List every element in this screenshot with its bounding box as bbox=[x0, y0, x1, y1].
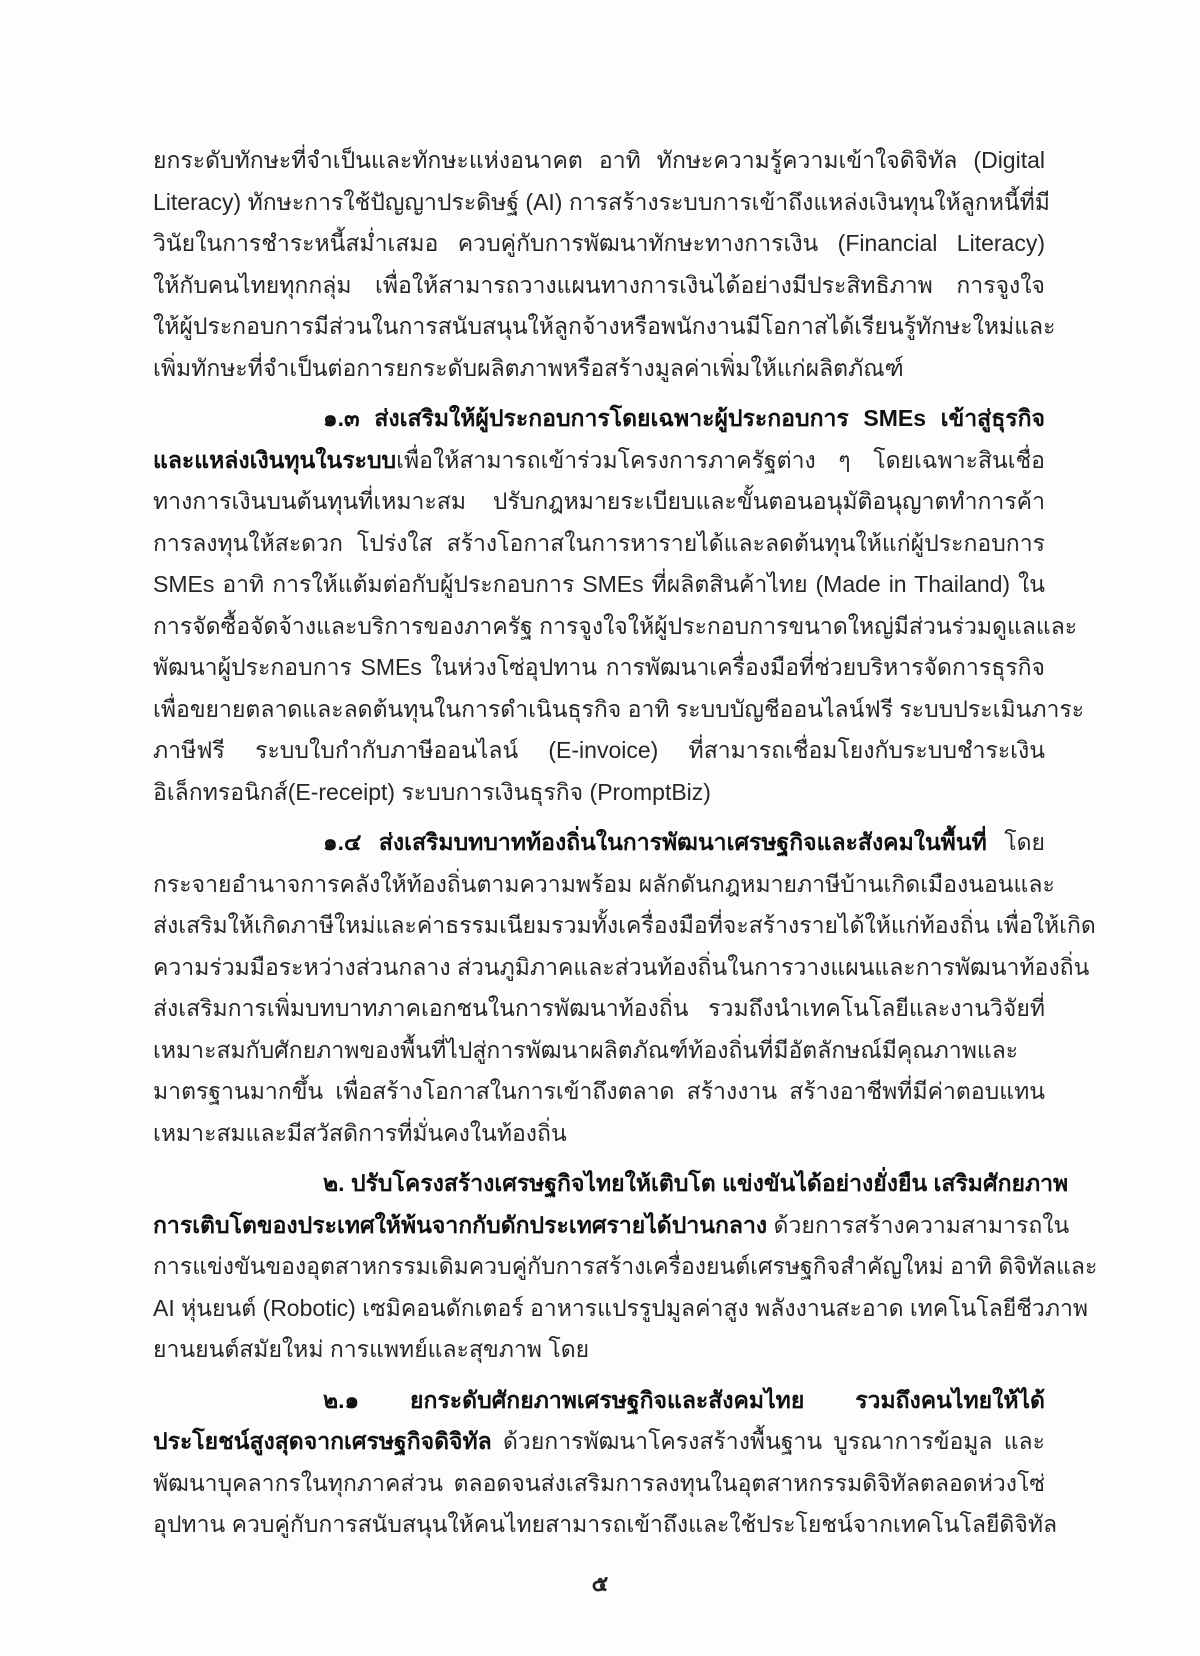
body-text: SMEs อาทิ การให้แต้มต่อกับผู้ประกอบการ SMEs ที่ผลิตสินค้าไทย (Made in Thailand) ใน bbox=[153, 571, 1045, 597]
text-line bbox=[153, 606, 1078, 648]
bold-heading-text: ๒.๑ ยกระดับศักยภาพเศรษฐกิจและสังคมไทย รวมถึงคนไทยให้ได้ bbox=[323, 1386, 1045, 1413]
text-line bbox=[153, 1421, 1045, 1463]
body-text: ภาษีฟรี ระบบใบกำกับภาษีออนไลน์ (E-invoice) ที่สามารถเชื่อมโยงกับระบบชำระเงิน bbox=[153, 737, 1045, 763]
paragraph-section-2-1 bbox=[153, 1380, 1058, 1546]
body-text: พัฒนาบุคลากรในทุกภาคส่วน ตลอดจนส่งเสริมการลงทุนในอุตสาหกรรมดิจิทัลตลอดห่วงโซ่ bbox=[153, 1469, 1045, 1496]
bold-heading-text: ๑.๔ ส่งเสริมบทบาทท้องถิ่นในการพัฒนาเศรษฐกิจและสังคมในพื้นที่ bbox=[323, 829, 987, 855]
text-line bbox=[153, 1030, 1045, 1072]
text-line bbox=[153, 822, 1045, 864]
text-line bbox=[153, 223, 1045, 265]
body-text: เหมาะสมและมีสวัสดิการที่มั่นคงในท้องถิ่น bbox=[153, 1119, 567, 1146]
paragraph-skills bbox=[153, 140, 1056, 389]
bold-heading-text: ๒. ปรับโครงสร้างเศรษฐกิจไทยให้เติบโต แข่งขันได้อย่างยั่งยืน เสริมศักยภาพ bbox=[323, 1170, 1069, 1196]
text-line bbox=[153, 1380, 1045, 1422]
body-text: ความร่วมมือระหว่างส่วนกลาง ส่วนภูมิภาคและส่วนท้องถิ่นในการวางแผนและการพัฒนาท้องถิ่น bbox=[153, 953, 1090, 980]
text-line bbox=[153, 730, 1045, 772]
body-text: ด้วยการพัฒนาโครงสร้างพื้นฐาน บูรณาการข้อมูล และ bbox=[491, 1428, 1045, 1454]
text-line bbox=[153, 481, 1045, 523]
text-line bbox=[153, 523, 1045, 565]
text-line bbox=[153, 306, 1056, 348]
text-line bbox=[153, 1163, 1069, 1205]
text-line bbox=[153, 265, 1045, 307]
body-text: โดย bbox=[986, 829, 1045, 855]
text-line bbox=[153, 564, 1045, 606]
body-text: พัฒนาผู้ประกอบการ SMEs ในห่วงโซ่อุปทาน การพัฒนาเครื่องมือที่ช่วยบริหารจัดการธุรกิจ bbox=[153, 654, 1045, 680]
text-line bbox=[153, 1071, 1045, 1113]
text-line bbox=[153, 398, 1045, 440]
body-text: การลงทุนให้สะดวก โปร่งใส สร้างโอกาสในการหารายได้และลดต้นทุนให้แก่ผู้ประกอบการ bbox=[153, 529, 1045, 556]
text-line bbox=[153, 348, 1045, 390]
body-text: เหมาะสมกับศักยภาพของพื้นที่ไปสู่การพัฒนาผลิตภัณฑ์ท้องถิ่นที่มีอัตลักษณ์มีคุณภาพและ bbox=[153, 1036, 1019, 1063]
body-text: ด้วยการสร้างความสามารถใน bbox=[767, 1211, 1070, 1238]
text-line bbox=[153, 988, 1045, 1030]
body-text: ยกระดับทักษะที่จำเป็นและทักษะแห่งอนาคต อาทิ ทักษะความรู้ความเข้าใจดิจิทัล (Digital bbox=[153, 147, 1045, 173]
body-text: เพื่อให้สามารถเข้าร่วมโครงการภาครัฐต่าง ๆ โดยเฉพาะสินเชื่อ bbox=[396, 446, 1045, 473]
bold-heading-text: ๑.๓ ส่งเสริมให้ผู้ประกอบการโดยเฉพาะผู้ประกอบการ SMEs เข้าสู่ธุรกิจ bbox=[323, 405, 1045, 431]
body-text: ส่งเสริมให้เกิดภาษีใหม่และค่าธรรมเนียมรวมทั้งเครื่องมือที่จะสร้างรายได้ให้แก่ท้องถิ่น เพื่อให้เกิด bbox=[153, 912, 1096, 938]
text-line bbox=[153, 772, 1045, 814]
text-line bbox=[153, 182, 1050, 224]
bold-heading-text: การเติบโตของประเทศให้พ้นจากกับดักประเทศรายได้ปานกลาง bbox=[153, 1211, 768, 1238]
text-line bbox=[153, 864, 1055, 906]
paragraph-section-1-3 bbox=[153, 398, 1085, 813]
text-line bbox=[153, 140, 1045, 182]
paragraph-section-2 bbox=[153, 1163, 1098, 1371]
text-line bbox=[153, 1329, 1045, 1371]
document-body bbox=[153, 140, 1098, 1555]
text-line bbox=[153, 1205, 1070, 1247]
body-text: อิเล็กทรอนิกส์(E-receipt) ระบบการเงินธุรกิจ (PromptBiz) bbox=[153, 778, 711, 805]
body-text: ส่งเสริมการเพิ่มบทบาทภาคเอกชนในการพัฒนาท้องถิ่น รวมถึงนำเทคโนโลยีและงานวิจัยที่ bbox=[153, 995, 1045, 1021]
text-line bbox=[153, 1504, 1058, 1546]
body-text: เพิ่มทักษะที่จำเป็นต่อการยกระดับผลิตภาพหรือสร้างมูลค่าเพิ่มให้แก่ผลิตภัณฑ์ bbox=[153, 354, 904, 381]
page-number: ๕ bbox=[591, 1571, 609, 1596]
text-line bbox=[153, 1463, 1045, 1505]
text-line bbox=[153, 689, 1085, 731]
body-text: ให้ผู้ประกอบการมีส่วนในการสนับสนุนให้ลูกจ้างหรือพนักงานมีโอกาสได้เรียนรู้ทักษะใหม่และ bbox=[153, 313, 1056, 339]
body-text: มาตรฐานมากขึ้น เพื่อสร้างโอกาสในการเข้าถึงตลาด สร้างงาน สร้างอาชีพที่มีค่าตอบแทน bbox=[153, 1078, 1045, 1104]
body-text: Literacy) ทักษะการใช้ปัญญาประดิษฐ์ (AI) การสร้างระบบการเข้าถึงแหล่งเงินทุนให้ลูกหนี้ที่มี bbox=[153, 188, 1050, 215]
body-text: กระจายอำนาจการคลังให้ท้องถิ่นตามความพร้อม ผลักดันกฎหมายภาษีบ้านเกิดเมืองนอนและ bbox=[153, 870, 1055, 897]
text-line bbox=[153, 947, 1090, 989]
paragraph-section-1-4 bbox=[153, 822, 1096, 1154]
text-line bbox=[153, 1288, 1089, 1330]
text-line bbox=[153, 1246, 1098, 1288]
bold-heading-text: และแหล่งเงินทุนในระบบ bbox=[153, 446, 397, 473]
body-text: ให้กับคนไทยทุกกลุ่ม เพื่อให้สามารถวางแผนทางการเงินได้อย่างมีประสิทธิภาพ การจูงใจ bbox=[153, 271, 1045, 298]
text-line bbox=[153, 647, 1045, 689]
body-text: การแข่งขันของอุตสาหกรรมเดิมควบคู่กับการสร้างเครื่องยนต์เศรษฐกิจสำคัญใหม่ อาทิ ดิจิทัลและ bbox=[153, 1253, 1098, 1279]
body-text: วินัยในการชำระหนี้สม่ำเสมอ ควบคู่กับการพัฒนาทักษะทางการเงิน (Financial Literacy) bbox=[153, 230, 1045, 256]
body-text: เพื่อขยายตลาดและลดต้นทุนในการดำเนินธุรกิจ อาทิ ระบบบัญชีออนไลน์ฟรี ระบบประเมินภาระ bbox=[153, 695, 1085, 722]
bold-heading-text: ประโยชน์สูงสุดจากเศรษฐกิจดิจิทัล bbox=[153, 1428, 492, 1454]
text-line bbox=[153, 905, 1096, 947]
body-text: อุปทาน ควบคู่กับการสนับสนุนให้คนไทยสามารถเข้าถึงและใช้ประโยชน์จากเทคโนโลยีดิจิทัล bbox=[153, 1511, 1058, 1537]
text-line bbox=[153, 1113, 1045, 1155]
body-text: ทางการเงินบนต้นทุนที่เหมาะสม ปรับกฎหมายระเบียบและขั้นตอนอนุมัติอนุญาตทำการค้า bbox=[153, 488, 1045, 514]
text-line bbox=[153, 440, 1045, 482]
body-text: AI หุ่นยนต์ (Robotic) เซมิคอนดักเตอร์ อาหารแปรรูปมูลค่าสูง พลังงานสะอาด เทคโนโลยีชีวภาพ bbox=[153, 1294, 1089, 1321]
body-text: ยานยนต์สมัยใหม่ การแพทย์และสุขภาพ โดย bbox=[153, 1336, 590, 1362]
body-text: การจัดซื้อจัดจ้างและบริการของภาครัฐ การจูงใจให้ผู้ประกอบการขนาดใหญ่มีส่วนร่วมดูแลและ bbox=[153, 612, 1078, 639]
